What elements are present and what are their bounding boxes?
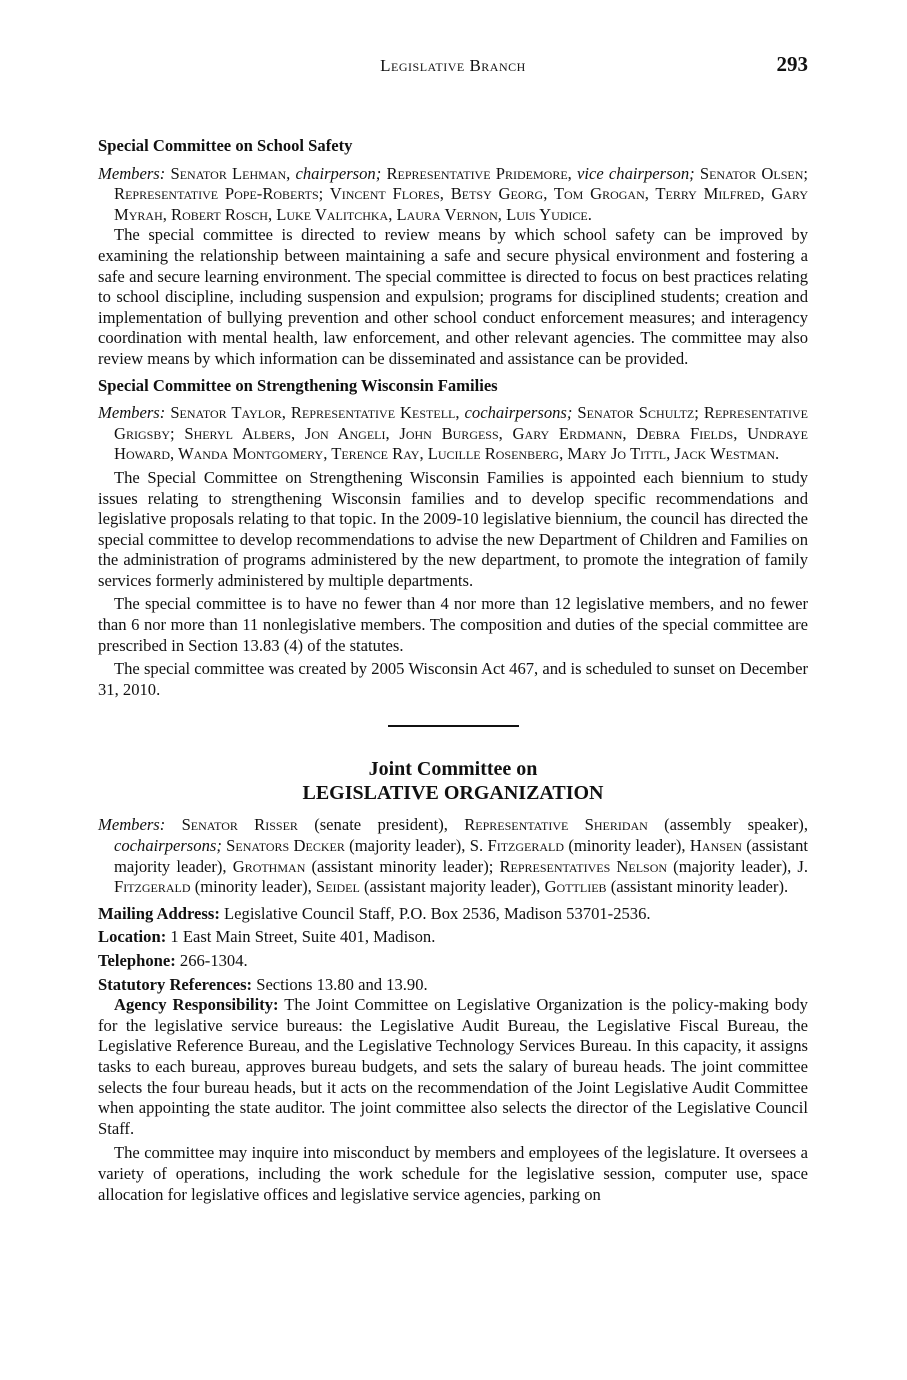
- member-name: Gottlieb: [544, 877, 607, 897]
- statutory-label: Statutory References:: [98, 974, 253, 994]
- jclo-heading-line-1: Joint Committee on: [368, 758, 538, 781]
- member-name: J. Fitzgerald: [114, 856, 808, 897]
- statutory-value: Sections 13.80 and 13.90.: [252, 974, 428, 994]
- running-head-title: Legislative Branch: [380, 56, 526, 75]
- member-name: Representatives Nelson: [499, 856, 668, 876]
- families-paragraph-3: The special committee was created by 2005 Wisconsin Act 467, and is scheduled to sunset on December 31, 2010.: [98, 659, 808, 699]
- member-role-text: (assistant minority leader).: [606, 877, 789, 897]
- agency-text: The Joint Committee on Legislative Organization is the policy-making body for the legislative service bureaus: the Legislative Audit Bureau, the Legislative Fiscal Bureau, the Legislative Reference Bureau, and the Legislative Technology Services Bureau. In this capacity, it assigns tasks to each bureau, approves bureau budgets, and sets the salary of bureau heads. The joint committee selects the four bureau heads, but it acts on the recommendation of the Joint Legislative Audit Committee when appointing the state auditor. The joint committee also selects the director of the Legislative Council Staff.: [98, 995, 808, 1138]
- telephone-value: 266-1304.: [175, 951, 248, 970]
- member-name: Hansen: [689, 836, 742, 856]
- member-list: Senator Schultz; Representative Grigsby; Sheryl Albers, Jon Angeli, John Burgess, Gary Erdmann, Debra Fields, Undraye Howard, Wanda Montgomery, Terence Ray, Lucille Rosenberg, Mary Jo Tittl, Jack Westman.: [114, 403, 808, 464]
- member-name: Representative Sheridan: [464, 815, 648, 835]
- member-list: Senator Olsen; Representative Pope-Roberts; Vincent Flores, Betsy Georg, Tom Grogan, Terry Milfred, Gary Myrah, Robert Rosch, Luke Valitchka, Laura Vernon, Luis Yudice.: [114, 163, 808, 224]
- mailing-value: Legislative Council Staff, P.O. Box 2536, Madison 53701-2536.: [219, 903, 651, 923]
- location-value: 1 East Main Street, Suite 401, Madison.: [166, 927, 436, 947]
- telephone: [98, 951, 808, 972]
- member-role: cochairpersons;: [114, 836, 222, 856]
- agency-label: Agency Responsibility:: [114, 995, 279, 1015]
- families-title: Special Committee on Strengthening Wisconsin Families: [98, 375, 498, 395]
- member-role: chairperson;: [295, 163, 382, 183]
- jclo-heading-line-2: LEGISLATIVE ORGANIZATION: [302, 782, 604, 805]
- member-cochairs: Senator Taylor, Representative Kestell,: [170, 403, 460, 423]
- school-safety-body: The special committee is directed to review means by which school safety can be improved by examining the relationship between maintaining a safe and secure physical environment and fostering a safe and secure learning environment. The special committee is directed to focus on best practices relating to school discipline, including suspension and expulsion; programs for disciplined students; creation and implementation of bullying prevention and other school conduct enforcement measures; and interagency coordination with mental health, law enforcement, and other relevant agencies. The committee may also review means by which information can be disseminated and assistance can be provided.: [98, 225, 808, 368]
- page: [98, 52, 808, 1205]
- member-name: Senator Risser: [181, 815, 298, 835]
- member-role-text: (minority leader),: [564, 836, 690, 856]
- page-number: 293: [776, 52, 808, 76]
- member-role-text: (assistant majority leader),: [114, 836, 809, 876]
- school-safety-members: [98, 164, 808, 226]
- member-chair: Senator Lehman,: [170, 163, 291, 183]
- members-label: Members:: [98, 403, 166, 423]
- member-vice-chair: Representative Pridemore,: [386, 163, 572, 183]
- member-name: Seidel: [315, 877, 360, 897]
- member-role: cochairpersons;: [464, 403, 573, 423]
- families-members: [98, 403, 808, 465]
- member-role: vice chairperson;: [577, 163, 695, 183]
- telephone-label: Telephone:: [98, 951, 176, 970]
- families-paragraph-2: The special committee is to have no fewer than 4 nor more than 12 legislative members, and no fewer than 6 nor more than 11 nonlegislative members. The composition and duties of the special committee are prescribed in Section 13.83 (4) of the statutes.: [98, 594, 808, 655]
- member-role-text: (minority leader),: [190, 877, 316, 897]
- member-name: Senators Decker: [221, 836, 345, 856]
- agency-responsibility: [98, 995, 808, 1139]
- jclo-members: [98, 815, 808, 897]
- member-name: S. Fitzgerald: [469, 836, 565, 856]
- member-name: Grothman: [232, 856, 306, 876]
- jclo-paragraph-last: The committee may inquire into misconduct by members and employees of the legislature. It oversees a variety of operations, including the work schedule for the legislative session, computer use, space allocation for legislative offices and legislative service agencies, parking on: [98, 1143, 808, 1204]
- mailing-address: [98, 904, 808, 925]
- members-label: Members:: [98, 815, 166, 835]
- running-head: [98, 52, 808, 82]
- location: [98, 927, 808, 948]
- member-role-text: (majority leader),: [344, 836, 470, 856]
- member-role-text: (senate president),: [297, 815, 465, 835]
- members-label: Members:: [98, 163, 166, 183]
- member-role-text: (majority leader),: [667, 856, 798, 876]
- statutory-references: [98, 975, 808, 996]
- mailing-label: Mailing Address:: [98, 903, 220, 923]
- member-role-text: (assistant majority leader),: [359, 877, 545, 897]
- school-safety-title: Special Committee on School Safety: [98, 136, 353, 155]
- member-role-text: (assembly speaker),: [647, 815, 808, 835]
- member-role-text: (assistant minority leader);: [305, 856, 500, 876]
- families-paragraph-1: The Special Committee on Strengthening Wisconsin Families is appointed each biennium to study issues relating to strengthening Wisconsin families and to develop specific recommendations and legislative proposals relating to that topic. In the 2009-10 legislative biennium, the council has directed the special committee to develop recommendations to advise the new Department of Children and Families on the administration of programs administered by the new department, to promote the integration of family services formerly administered by multiple departments.: [98, 467, 808, 590]
- location-label: Location:: [98, 927, 167, 947]
